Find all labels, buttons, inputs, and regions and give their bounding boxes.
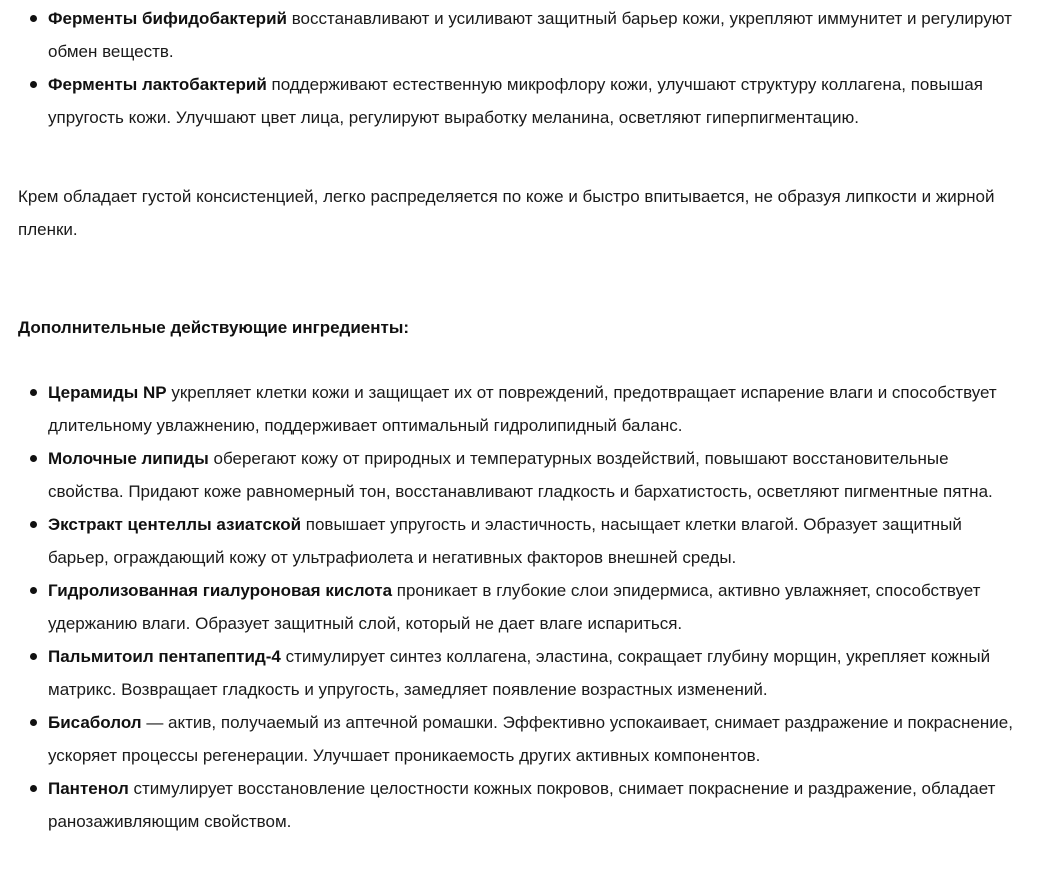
- list-item: [18, 376, 1023, 442]
- list-item-text: — актив, получаемый из аптечной ромашки. Эффективно успокаивает, снимает раздражение и покраснение, ускоряет процессы регенерации. Улучшает проникаемость других активных компонентов.: [48, 713, 1013, 765]
- list-item: [18, 508, 1023, 574]
- list-item-term: Пальмитоил пентапептид-4: [48, 647, 281, 666]
- list-item: [18, 2, 1023, 68]
- ingredients-list: [18, 376, 1023, 838]
- list-item-term: Гидролизованная гиалуроновая кислота: [48, 581, 393, 600]
- list-item: [18, 706, 1023, 772]
- texture-paragraph: Крем обладает густой консистенцией, легко распределяется по коже и быстро впитывается, не образуя липкости и жирной пленки.: [18, 187, 995, 239]
- list-item-term: Ферменты бифидобактерий: [48, 9, 287, 28]
- list-item: [18, 640, 1023, 706]
- list-item-text: повышает упругость и эластичность, насыщает клетки влагой. Образует защитный барьер, ограждающий кожу от ультрафиолета и негативных факторов внешней среды.: [48, 515, 962, 567]
- list-item-text: оберегают кожу от природных и температурных воздействий, повышают восстановительные свойства. Придают коже равномерный тон, восстанавливают гладкость и бархатистость, осветляют пигментные пятна.: [48, 449, 993, 501]
- list-item: [18, 442, 1023, 508]
- list-item-text: проникает в глубокие слои эпидермиса, активно увлажняет, способствует удержанию влаги. Образует защитный слой, который не дает влаге испариться.: [48, 581, 981, 633]
- list-item-term: Ферменты лактобактерий: [48, 75, 267, 94]
- list-item-text: стимулирует синтез коллагена, эластина, сокращает глубину морщин, укрепляет кожный матрикс. Возвращает гладкость и упругость, замедляет появление возрастных изменений.: [48, 647, 991, 699]
- list-item: [18, 772, 1023, 838]
- list-item: [18, 574, 1023, 640]
- section-heading: Дополнительные действующие ингредиенты:: [18, 318, 409, 337]
- list-item-term: Пантенол: [48, 779, 129, 798]
- list-item-term: Бисаболол: [48, 713, 142, 732]
- article-content: [18, 2, 1023, 838]
- list-item-term: Экстракт центеллы азиатской: [48, 515, 302, 534]
- list-item: [18, 68, 1023, 134]
- list-item-term: Церамиды NP: [48, 383, 167, 402]
- list-item-text: восстанавливают и усиливают защитный барьер кожи, укрепляют иммунитет и регулируют обмен веществ.: [48, 9, 1012, 61]
- list-item-term: Молочные липиды: [48, 449, 209, 468]
- list-item-text: укрепляет клетки кожи и защищает их от повреждений, предотвращает испарение влаги и способствует длительному увлажнению, поддерживает оптимальный гидролипидный баланс.: [48, 383, 997, 435]
- list-item-text: стимулирует восстановление целостности кожных покровов, снимает покраснение и раздражение, обладает ранозаживляющим свойством.: [48, 779, 996, 831]
- list-item-text: поддерживают естественную микрофлору кожи, улучшают структуру коллагена, повышая упругость кожи. Улучшают цвет лица, регулируют выработку меланина, осветляют гиперпигментацию.: [48, 75, 983, 127]
- enzymes-list: [18, 2, 1023, 134]
